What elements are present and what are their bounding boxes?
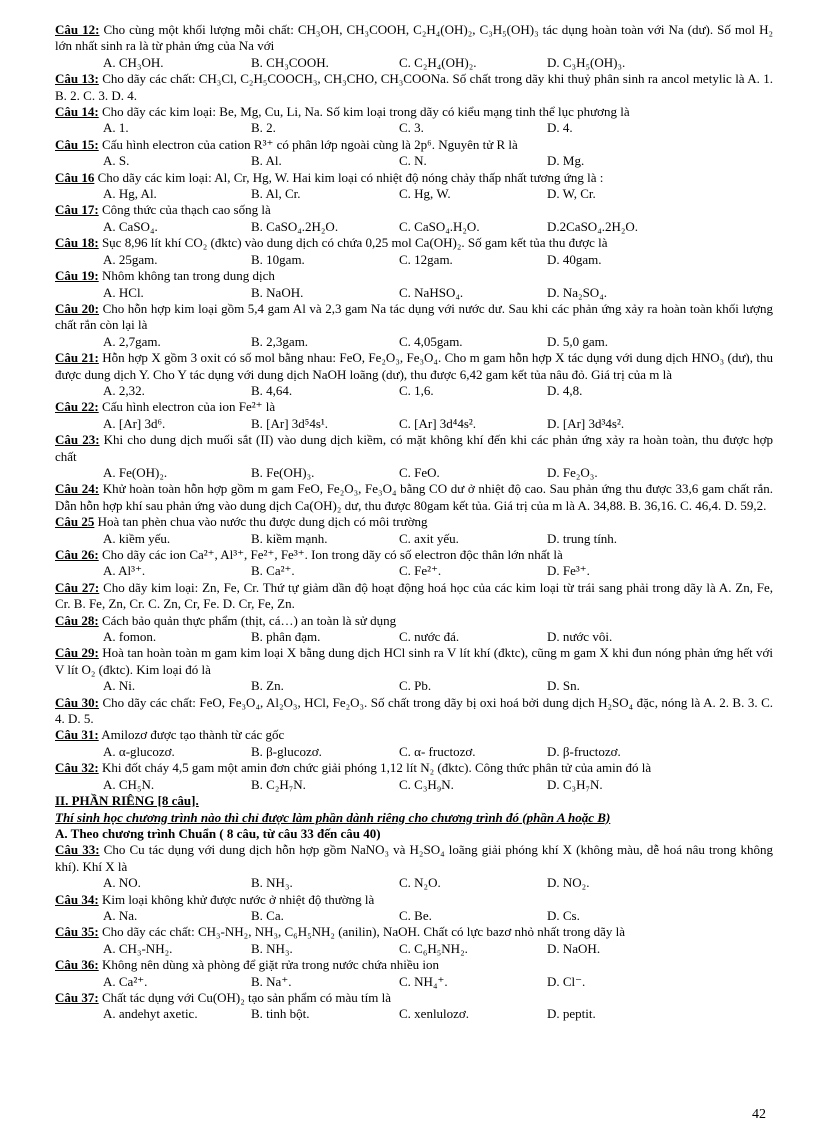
question-block — [55, 547, 773, 580]
answer-option: C. nước đá. — [399, 629, 460, 645]
question-block — [55, 892, 773, 925]
question-block — [55, 235, 773, 268]
question-block — [55, 481, 773, 514]
answer-option: C. Fe²⁺. — [399, 563, 442, 579]
question-text: Cho dãy các chất: FeO, Fe₃O₄, Al₂O₃, HCl, Fe₂O₃. Số chất trong dãy bị oxi hoá bởi dung dịch H₂SO₄ đặc, nóng là A. 2. B. 3. C. 4. D. 5. — [55, 694, 773, 727]
answer-option: A. Fe(OH)₂. — [103, 464, 168, 480]
answer-option: D. Cs. — [547, 907, 580, 923]
answer-option: C. α- fructozơ. — [399, 743, 476, 759]
answer-option: A. CH₃OH. — [103, 54, 164, 70]
answer-option: C. NH₄⁺. — [399, 973, 448, 989]
answer-option: C. N₂O. — [399, 875, 441, 891]
question-number: Câu 29: — [55, 645, 99, 661]
answer-option: A. S. — [103, 153, 130, 169]
answer-option: C. 12gam. — [399, 251, 453, 267]
question-number: Câu 25 — [55, 514, 95, 530]
question-stem — [55, 104, 773, 120]
answer-option: C. xenlulozơ. — [399, 1006, 470, 1022]
answer-option: A. andehyt axetic. — [103, 1006, 198, 1022]
answer-options — [55, 219, 773, 235]
answer-option: D. trung tính. — [547, 530, 618, 546]
answer-option: B. tinh bột. — [251, 1006, 310, 1022]
question-text: Amilozơ được tạo thành từ các gốc — [101, 727, 285, 743]
section-title: II. PHẦN RIÊNG [8 câu]. — [55, 793, 199, 809]
answer-option: A. HCl. — [103, 284, 144, 300]
answer-options — [55, 120, 773, 136]
question-text: Chất tác dụng với Cu(OH)₂ tạo sản phẩm có màu tím là — [101, 989, 391, 1005]
answer-option: D. NO₂. — [547, 875, 590, 891]
question-block — [55, 399, 773, 432]
exam-page — [55, 22, 773, 1023]
answer-option: B. NH₃. — [251, 940, 293, 956]
question-text: Hỗn hợp X gồm 3 oxit có số mol bằng nhau: FeO, Fe₂O₃, Fe₃O₄. Cho m gam hỗn hợp X tác dụng với dung dịch HNO₃ (dư), thu được dung dịch Y. Cho Y tác dụng với dung dịch NaOH loãng (dư), thu được 6,42 gam kết tủa nâu đỏ. Giá trị của m là — [55, 350, 774, 382]
question-block — [55, 580, 773, 613]
answer-option: C. NaHSO₄. — [399, 284, 464, 300]
question-number: Câu 20: — [55, 300, 100, 316]
answer-option: B. NaOH. — [251, 284, 304, 300]
question-text: Cho hỗn hợp kim loại gồm 5,4 gam Al và 2,3 gam Na tác dụng với nước dư. Sau khi các phản ứng xảy ra hoàn toàn khối lượng chất rắn còn lại là — [55, 300, 774, 333]
question-number: Câu 37: — [55, 989, 99, 1005]
answer-option: D. 4. — [547, 120, 573, 136]
answer-option: B. CH₃COOH. — [251, 54, 329, 70]
question-number: Câu 31: — [55, 727, 99, 743]
question-stem — [55, 514, 773, 530]
answer-options — [55, 55, 773, 71]
question-number: Câu 18: — [55, 235, 99, 251]
question-stem — [55, 399, 773, 415]
answer-option: B. Fe(OH)₃. — [251, 464, 315, 480]
question-text: Cho dãy các chất: CH₃-NH₂, NH₃, C₆H₅NH₂ (anilin), NaOH. Chất có lực bazơ nhỏ nhất trong dãy là — [101, 924, 626, 940]
answer-option: A. fomon. — [103, 629, 157, 645]
question-number: Câu 32: — [55, 760, 99, 776]
question-number: Câu 15: — [55, 136, 99, 152]
answer-options — [55, 383, 773, 399]
answer-option: C. C₆H₅NH₂. — [399, 940, 468, 956]
answer-option: C. Pb. — [399, 678, 432, 694]
question-number: Câu 35: — [55, 924, 99, 940]
answer-option: B. Ca. — [251, 907, 284, 923]
question-stem — [55, 301, 773, 334]
answer-option: D. Fe³⁺. — [547, 563, 590, 579]
question-stem — [55, 235, 773, 251]
question-text: Cho cùng một khối lượng mỗi chất: CH₃OH, CH₃COOH, C₂H₄(OH)₂, C₃H₅(OH)₃ tác dụng hoàn toàn với Na (dư). Số mol H₂ lớn nhất sinh ra là từ phản ứng của Na với — [55, 22, 773, 54]
answer-option: C. 3. — [399, 120, 424, 136]
question-stem — [55, 760, 773, 776]
answer-option: D. 40gam. — [547, 251, 602, 267]
question-text: Cấu hình electron của ion Fe²⁺ là — [101, 399, 276, 415]
question-text: Cho dãy các kim loại: Al, Cr, Hg, W. Hai kim loại có nhiệt độ nóng chảy thấp nhất tương ứng là : — [97, 169, 604, 185]
question-number: Câu 30: — [55, 694, 99, 710]
question-text: Khi cho dung dịch muối sắt (II) vào dung dịch kiềm, có mặt không khí đến khi các phản ứng xảy ra hoàn toàn, thu được hợp chất — [55, 432, 774, 464]
answer-option: A. α-glucozơ. — [103, 743, 175, 759]
answer-option: B. 10gam. — [251, 251, 305, 267]
questions-part-2 — [55, 842, 773, 1022]
answer-option: A. Al³⁺. — [103, 563, 146, 579]
answer-option: B. Zn. — [251, 678, 284, 694]
answer-option: C. Hg, W. — [399, 186, 451, 202]
question-number: Câu 36: — [55, 957, 99, 973]
answer-option: A. 25gam. — [103, 251, 158, 267]
question-stem — [55, 202, 773, 218]
answer-option: B. β-glucozơ. — [251, 743, 322, 759]
question-stem — [55, 892, 773, 908]
answer-option: A. Na. — [103, 907, 138, 923]
answer-option: A. CaSO₄. — [103, 218, 158, 234]
question-block — [55, 202, 773, 235]
answer-option: D. Cl⁻. — [547, 973, 586, 989]
question-number: Câu 12: — [55, 22, 100, 37]
question-number: Câu 16 — [55, 169, 95, 185]
answer-option: D. W, Cr. — [547, 186, 596, 202]
question-number: Câu 34: — [55, 891, 99, 907]
section-subtitle: A. Theo chương trình Chuẩn ( 8 câu, từ câu 33 đến câu 40) — [55, 825, 381, 841]
question-block — [55, 957, 773, 990]
answer-option: C. CaSO₄.H₂O. — [399, 218, 480, 234]
answer-options — [55, 465, 773, 481]
answer-option: C. Be. — [399, 907, 432, 923]
question-number: Câu 21: — [55, 350, 99, 366]
answer-option: D. NaOH. — [547, 940, 601, 956]
question-number: Câu 19: — [55, 268, 99, 284]
question-block — [55, 645, 773, 694]
answer-option: A. Ni. — [103, 678, 136, 694]
answer-options — [55, 153, 773, 169]
answer-options — [55, 1006, 773, 1022]
answer-option: D. Mg. — [547, 153, 585, 169]
question-stem — [55, 727, 773, 743]
question-number: Câu 28: — [55, 612, 99, 628]
answer-option: B. CaSO₄.2H₂O. — [251, 218, 339, 234]
question-block — [55, 514, 773, 547]
answer-option: B. Ca²⁺. — [251, 563, 295, 579]
question-block — [55, 924, 773, 957]
question-stem — [55, 71, 773, 104]
answer-option: D. Fe₂O₃. — [547, 464, 598, 480]
question-text: Không nên dùng xà phòng để giặt rửa trong nước chứa nhiều ion — [101, 957, 440, 973]
question-number: Câu 33: — [55, 842, 100, 858]
question-block — [55, 695, 773, 728]
answer-options — [55, 678, 773, 694]
answer-options — [55, 875, 773, 891]
question-stem — [55, 924, 773, 940]
question-number: Câu 27: — [55, 579, 100, 595]
answer-option: C. FeO. — [399, 464, 440, 480]
answer-option: D. C₃H₅(OH)₃. — [547, 54, 626, 70]
question-text: Khử hoàn toàn hỗn hợp gồm m gam FeO, Fe₂O₃, Fe₃O₄ bằng CO dư ở nhiệt độ cao. Sau phản ứng thu được 33,6 gam chất rắn. Dẫn hỗn hợp khí sau phản ứng vào dung dịch Ca(OH)₂ dư, thu được 80gam kết tủa. Giá trị của m là A. 34,88. B. 36,16. C. 46,4. D. 59,2. — [55, 481, 773, 513]
question-text: Cho dãy kim loại: Zn, Fe, Cr. Thứ tự giảm dần độ hoạt động hoá học của các kim loại từ trái sang phải trong dãy là A. Zn, Fe, Cr. B. Fe, Zn, Cr. C. Zn, Cr, Fe. D. Cr, Fe, Zn. — [55, 579, 774, 612]
question-number: Câu 26: — [55, 547, 99, 562]
answer-option: D. Na₂SO₄. — [547, 284, 607, 300]
question-block — [55, 104, 773, 137]
answer-option: A. Ca²⁺. — [103, 973, 148, 989]
answer-option: A. [Ar] 3d⁶. — [103, 415, 166, 431]
answer-option: D. 4,8. — [547, 382, 583, 398]
answer-option: B. Al. — [251, 153, 282, 169]
answer-option: A. 1. — [103, 120, 129, 136]
answer-option: D. nước vôi. — [547, 629, 613, 645]
answer-options — [55, 416, 773, 432]
answer-option: A. CH₅N. — [103, 776, 155, 792]
answer-option: B. [Ar] 3d⁵4s¹. — [251, 415, 329, 431]
question-block — [55, 301, 773, 350]
question-number: Câu 17: — [55, 202, 99, 218]
question-block — [55, 613, 773, 646]
answer-option: C. C₃H₉N. — [399, 776, 454, 792]
question-text: Công thức của thạch cao sống là — [101, 202, 271, 218]
question-text: Cho dãy các ion Ca²⁺, Al³⁺, Fe²⁺, Fe³⁺. Ion trong dãy có số electron độc thân lớn nhất là — [101, 547, 563, 562]
answer-options — [55, 285, 773, 301]
question-stem — [55, 432, 773, 465]
answer-option: A. CH₃-NH₂. — [103, 940, 173, 956]
answer-option: D. β-fructozơ. — [547, 743, 621, 759]
answer-option: A. Hg, Al. — [103, 186, 157, 202]
question-number: Câu 14: — [55, 104, 99, 120]
question-block — [55, 170, 773, 203]
question-stem — [55, 990, 773, 1006]
answer-option: B. 2. — [251, 120, 276, 136]
answer-option: C. 1,6. — [399, 382, 434, 398]
question-block — [55, 350, 773, 399]
question-text: Cấu hình electron của cation R³⁺ có phân lớp ngoài cùng là 2p⁶. Nguyên tử R là — [101, 136, 518, 152]
question-stem — [55, 842, 773, 875]
question-number: Câu 24: — [55, 481, 100, 497]
answer-option: C. [Ar] 3d⁴4s². — [399, 415, 477, 431]
question-number: Câu 13: — [55, 71, 99, 87]
question-block — [55, 137, 773, 170]
answer-option: A. NO. — [103, 875, 141, 891]
page-number: 42 — [752, 1107, 766, 1122]
question-block — [55, 71, 773, 104]
question-stem — [55, 137, 773, 153]
answer-option: A. 2,32. — [103, 382, 145, 398]
answer-options — [55, 186, 773, 202]
answer-option: D. Sn. — [547, 678, 580, 694]
answer-options — [55, 252, 773, 268]
question-block — [55, 842, 773, 891]
question-text: Nhôm không tan trong dung dịch — [101, 268, 275, 284]
question-block — [55, 727, 773, 760]
question-number: Câu 23: — [55, 432, 100, 448]
question-stem — [55, 268, 773, 284]
answer-options — [55, 744, 773, 760]
question-text: Sục 8,96 lít khí CO₂ (đktc) vào dung dịch có chứa 0,25 mol Ca(OH)₂. Số gam kết tủa thu được là — [101, 235, 608, 251]
question-text: Kim loại không khử được nước ở nhiệt độ thường là — [101, 891, 375, 907]
answer-option: D.2CaSO₄.2H₂O. — [547, 218, 639, 234]
answer-option: C. 4,05gam. — [399, 333, 463, 349]
answer-option: B. Al, Cr. — [251, 186, 301, 202]
answer-option: A. 2,7gam. — [103, 333, 161, 349]
question-text: Hoà tan hoàn toàn m gam kim loại X bằng dung dịch HCl sinh ra V lít khí (đktc), cũng m gam X khi đun nóng phản ứng hết với V lít O₂ (đktc). Kim loại đó là — [55, 645, 773, 677]
answer-option: B. phân đạm. — [251, 629, 321, 645]
answer-options — [55, 629, 773, 645]
answer-options — [55, 563, 773, 579]
answer-option: B. 4,64. — [251, 382, 293, 398]
question-block — [55, 990, 773, 1023]
answer-option: D. peptit. — [547, 1006, 596, 1022]
question-stem — [55, 580, 773, 613]
question-block — [55, 760, 773, 793]
answer-option: B. kiềm mạnh. — [251, 530, 328, 546]
answer-option: D. 5,0 gam. — [547, 333, 609, 349]
question-block — [55, 22, 773, 71]
question-block — [55, 432, 773, 481]
answer-option: B. 2,3gam. — [251, 333, 309, 349]
answer-option: B. NH₃. — [251, 875, 293, 891]
question-stem — [55, 957, 773, 973]
answer-option: B. Na⁺. — [251, 973, 292, 989]
question-stem — [55, 350, 773, 383]
question-stem — [55, 695, 773, 728]
answer-option: B. C₂H₇N. — [251, 776, 306, 792]
answer-options — [55, 974, 773, 990]
answer-options — [55, 941, 773, 957]
question-stem — [55, 645, 773, 678]
answer-option: A. kiềm yếu. — [103, 530, 171, 546]
question-stem — [55, 481, 773, 514]
answer-options — [55, 777, 773, 793]
answer-options — [55, 908, 773, 924]
question-text: Cho dãy các kim loại: Be, Mg, Cu, Li, Na. Số kim loại trong dãy có kiểu mạng tinh thể lục phương là — [101, 104, 630, 120]
question-stem — [55, 547, 773, 563]
question-block — [55, 268, 773, 301]
answer-options — [55, 531, 773, 547]
question-text: Hoà tan phèn chua vào nước thu được dung dịch có môi trường — [97, 514, 428, 530]
questions-part-1 — [55, 22, 773, 793]
section-note: Thí sinh học chương trình nào thì chỉ được làm phần dành riêng cho chương trình đó (phần A hoặc B) — [55, 809, 611, 825]
question-text: Khi đốt cháy 4,5 gam một amin đơn chức giải phóng 1,12 lít N₂ (đktc). Công thức phân tử của amin đó là — [101, 760, 652, 776]
answer-options — [55, 334, 773, 350]
question-number: Câu 22: — [55, 399, 99, 415]
question-stem — [55, 170, 773, 186]
question-stem — [55, 613, 773, 629]
answer-option: C. C₂H₄(OH)₂. — [399, 54, 477, 70]
question-stem — [55, 22, 773, 55]
question-text: Cách bảo quản thực phẩm (thịt, cá…) an toàn là sử dụng — [101, 612, 397, 628]
question-text: Cho Cu tác dụng với dung dịch hỗn hợp gồm NaNO₃ và H₂SO₄ loãng giải phóng khí X (không màu, dễ hoá nâu trong không khí). Khí X là — [55, 842, 773, 874]
answer-option: C. axit yếu. — [399, 530, 459, 546]
answer-option: D. C₃H₇N. — [547, 776, 603, 792]
question-text: Cho dãy các chất: CH₃Cl, C₂H₅COOCH₃, CH₃CHO, CH₃COONa. Số chất trong dãy khi thuỷ phân sinh ra ancol metylic là A. 1. B. 2. C. 3. D. 4. — [55, 71, 773, 103]
answer-option: C. N. — [399, 153, 427, 169]
answer-option: D. [Ar] 3d³4s². — [547, 415, 625, 431]
